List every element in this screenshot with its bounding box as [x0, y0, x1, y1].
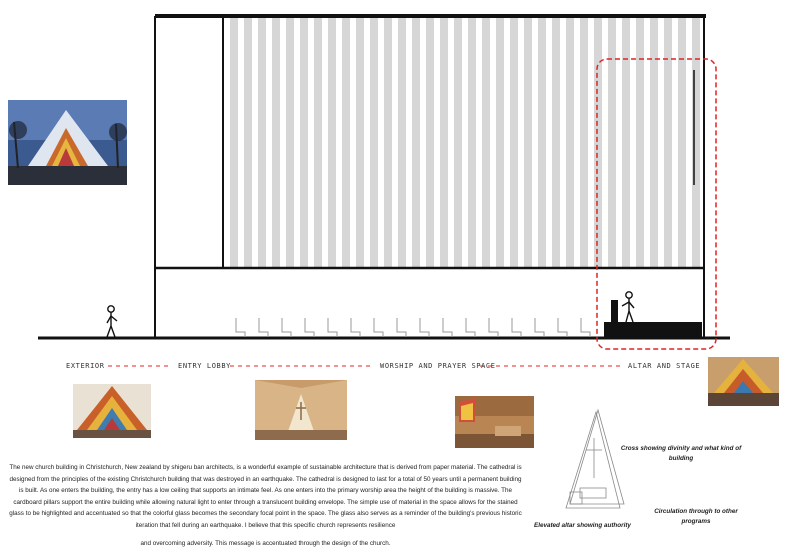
pew-chair — [466, 318, 475, 337]
facade-stripe — [398, 18, 406, 267]
facade-stripe — [496, 18, 504, 267]
facade-stripe — [384, 18, 392, 267]
pew-chair — [581, 318, 590, 337]
pew-chair — [236, 318, 245, 337]
facade-stripe — [580, 18, 588, 267]
chapel-interior-photo — [455, 396, 534, 448]
facade-stripe — [552, 18, 560, 267]
facade-stripe — [594, 18, 602, 267]
facade-stripe — [440, 18, 448, 267]
pew-chair — [535, 318, 544, 337]
label-exterior: EXTERIOR — [66, 362, 105, 370]
facade-stripe — [664, 18, 672, 267]
facade-stripe — [230, 18, 238, 267]
pew-chair — [397, 318, 406, 337]
facade-stripe — [524, 18, 532, 267]
description-text: The new church building in Christchurch, New zealand by shigeru ban architects, is a wonderful example of sustainable architecture that is derived from paper material. The cathedral is designed from the principles of the existing Christchurch building that was destroyed in an earthquake. The cathedral is designed to last for a total of 50 years until a permanent building is built. As one enters the building, the entry has a low ceiling that supports an intimate feel. As one enters into the primary worship area the height of the building is massive. The cardboard pillars support the entire building while allowing natural light to enter through a translucent building envelope. The simple use of material in the space allows for the stained glass to be highlighted and accentuated so that the colorful glass becomes the secondary focal point in the space. The glass also serves as a reminder of the building's previous historic iteration that fell during an earthquake. I believe that this specific church represents resilience — [9, 464, 522, 529]
pew-chair — [558, 318, 567, 337]
facade-stripe — [412, 18, 420, 267]
annotation-altar: Elevated altar showing authority — [534, 522, 631, 529]
pew-chair — [328, 318, 337, 337]
pew-chair — [282, 318, 291, 337]
facade-stripe — [454, 18, 462, 267]
facade-stripe — [468, 18, 476, 267]
facade-stripe — [608, 18, 616, 267]
facade-stripe — [328, 18, 336, 267]
facade-stripe — [538, 18, 546, 267]
altar-stained-glass-photo — [708, 357, 779, 406]
facade-stripe — [510, 18, 518, 267]
pew-chair — [512, 318, 521, 337]
facade-stripe — [286, 18, 294, 267]
pew-chair — [420, 318, 429, 337]
facade-stripe — [370, 18, 378, 267]
pew-chair — [489, 318, 498, 337]
facade-stripe — [566, 18, 574, 267]
label-worship: WORSHIP AND PRAYER SPACE — [380, 362, 496, 370]
facade-stripe — [678, 18, 686, 267]
facade-stripe — [482, 18, 490, 267]
label-entry-lobby: ENTRY LOBBY — [178, 362, 231, 370]
annotation-cross: Cross showing divinity and what kind of building — [620, 445, 742, 462]
facade-stripe — [342, 18, 350, 267]
altar-stage — [604, 300, 702, 338]
facade-stripe — [314, 18, 322, 267]
pew-chairs — [236, 318, 590, 337]
description-paragraph — [8, 462, 523, 532]
translucent-facade-stripes — [230, 18, 700, 267]
person-figure-exterior — [107, 306, 117, 337]
exterior-photo — [8, 100, 127, 185]
facade-stripe — [356, 18, 364, 267]
facade-stripe — [426, 18, 434, 267]
annotation-circulation: Circulation through to other programs — [654, 508, 738, 525]
interior-cross-photo — [255, 380, 347, 440]
facade-stripe — [258, 18, 266, 267]
person-figure-altar — [622, 292, 634, 322]
facade-stripe — [272, 18, 280, 267]
pew-chair — [351, 318, 360, 337]
facade-stripe — [636, 18, 644, 267]
pew-chair — [305, 318, 314, 337]
facade-stripe — [692, 18, 700, 267]
facade-stripe — [650, 18, 658, 267]
pew-chair — [259, 318, 268, 337]
facade-stripe — [622, 18, 630, 267]
stained-glass-photo — [73, 384, 151, 438]
facade-stripe — [244, 18, 252, 267]
pew-chair — [443, 318, 452, 337]
facade-stripe — [300, 18, 308, 267]
pew-chair — [374, 318, 383, 337]
label-altar: ALTAR AND STAGE — [628, 362, 701, 370]
closing-sentence: and overcoming adversity. This message is accentuated through the design of the church. — [140, 540, 391, 547]
